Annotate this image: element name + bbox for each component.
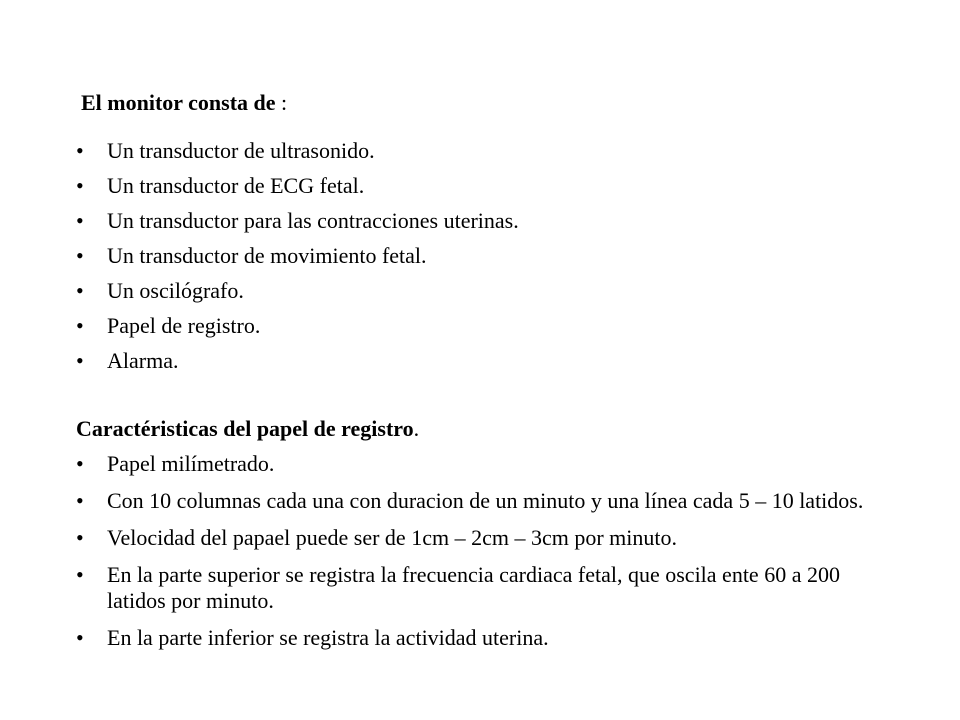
bullet-icon: • bbox=[76, 138, 84, 163]
list-item-text: Alarma. bbox=[107, 348, 179, 373]
list-item bbox=[76, 243, 897, 269]
monitor-components-list bbox=[76, 138, 897, 383]
list-item-text: Un oscilógrafo. bbox=[107, 278, 244, 303]
bullet-icon: • bbox=[76, 525, 84, 550]
bullet-icon: • bbox=[76, 451, 84, 476]
bullet-icon: • bbox=[76, 208, 84, 233]
monitor-heading-suffix: : bbox=[275, 90, 288, 115]
paper-characteristics-list bbox=[76, 451, 897, 662]
paper-characteristics-heading bbox=[76, 415, 419, 443]
list-item bbox=[76, 173, 897, 199]
list-item bbox=[76, 313, 897, 339]
list-item-text: Con 10 columnas cada una con duracion de un minuto y una línea cada 5 – 10 latidos. bbox=[107, 488, 864, 513]
list-item bbox=[76, 525, 897, 551]
bullet-icon: • bbox=[76, 488, 84, 513]
paper-heading-suffix: . bbox=[413, 416, 420, 441]
list-item bbox=[76, 138, 897, 164]
list-item bbox=[76, 348, 897, 374]
paper-heading-text: Caractéristicas del papel de registro bbox=[76, 416, 414, 441]
monitor-heading bbox=[81, 89, 287, 117]
list-item-text: Un transductor de ultrasonido. bbox=[107, 138, 375, 163]
list-item-text: Papel milímetrado. bbox=[107, 451, 275, 476]
bullet-icon: • bbox=[76, 243, 84, 268]
bullet-icon: • bbox=[76, 278, 84, 303]
list-item bbox=[76, 208, 897, 234]
list-item bbox=[76, 451, 897, 477]
bullet-icon: • bbox=[76, 625, 84, 650]
list-item-text: Velocidad del papael puede ser de 1cm – 2cm – 3cm por minuto. bbox=[107, 525, 677, 550]
list-item bbox=[76, 488, 897, 514]
list-item-text: Un transductor de ECG fetal. bbox=[107, 173, 365, 198]
bullet-icon: • bbox=[76, 313, 84, 338]
list-item bbox=[76, 625, 897, 651]
monitor-heading-text: El monitor consta de bbox=[81, 90, 276, 115]
bullet-icon: • bbox=[76, 562, 84, 587]
bullet-icon: • bbox=[76, 348, 84, 373]
list-item-text: Un transductor de movimiento fetal. bbox=[107, 243, 427, 268]
list-item bbox=[76, 278, 897, 304]
list-item-text: En la parte superior se registra la frecuencia cardiaca fetal, que oscila ente 60 a 200 latidos por minuto. bbox=[107, 562, 840, 613]
list-item-text: Papel de registro. bbox=[107, 313, 261, 338]
list-item-text: En la parte inferior se registra la actividad uterina. bbox=[107, 625, 549, 650]
list-item-text: Un transductor para las contracciones uterinas. bbox=[107, 208, 519, 233]
bullet-icon: • bbox=[76, 173, 84, 198]
list-item bbox=[76, 562, 897, 614]
